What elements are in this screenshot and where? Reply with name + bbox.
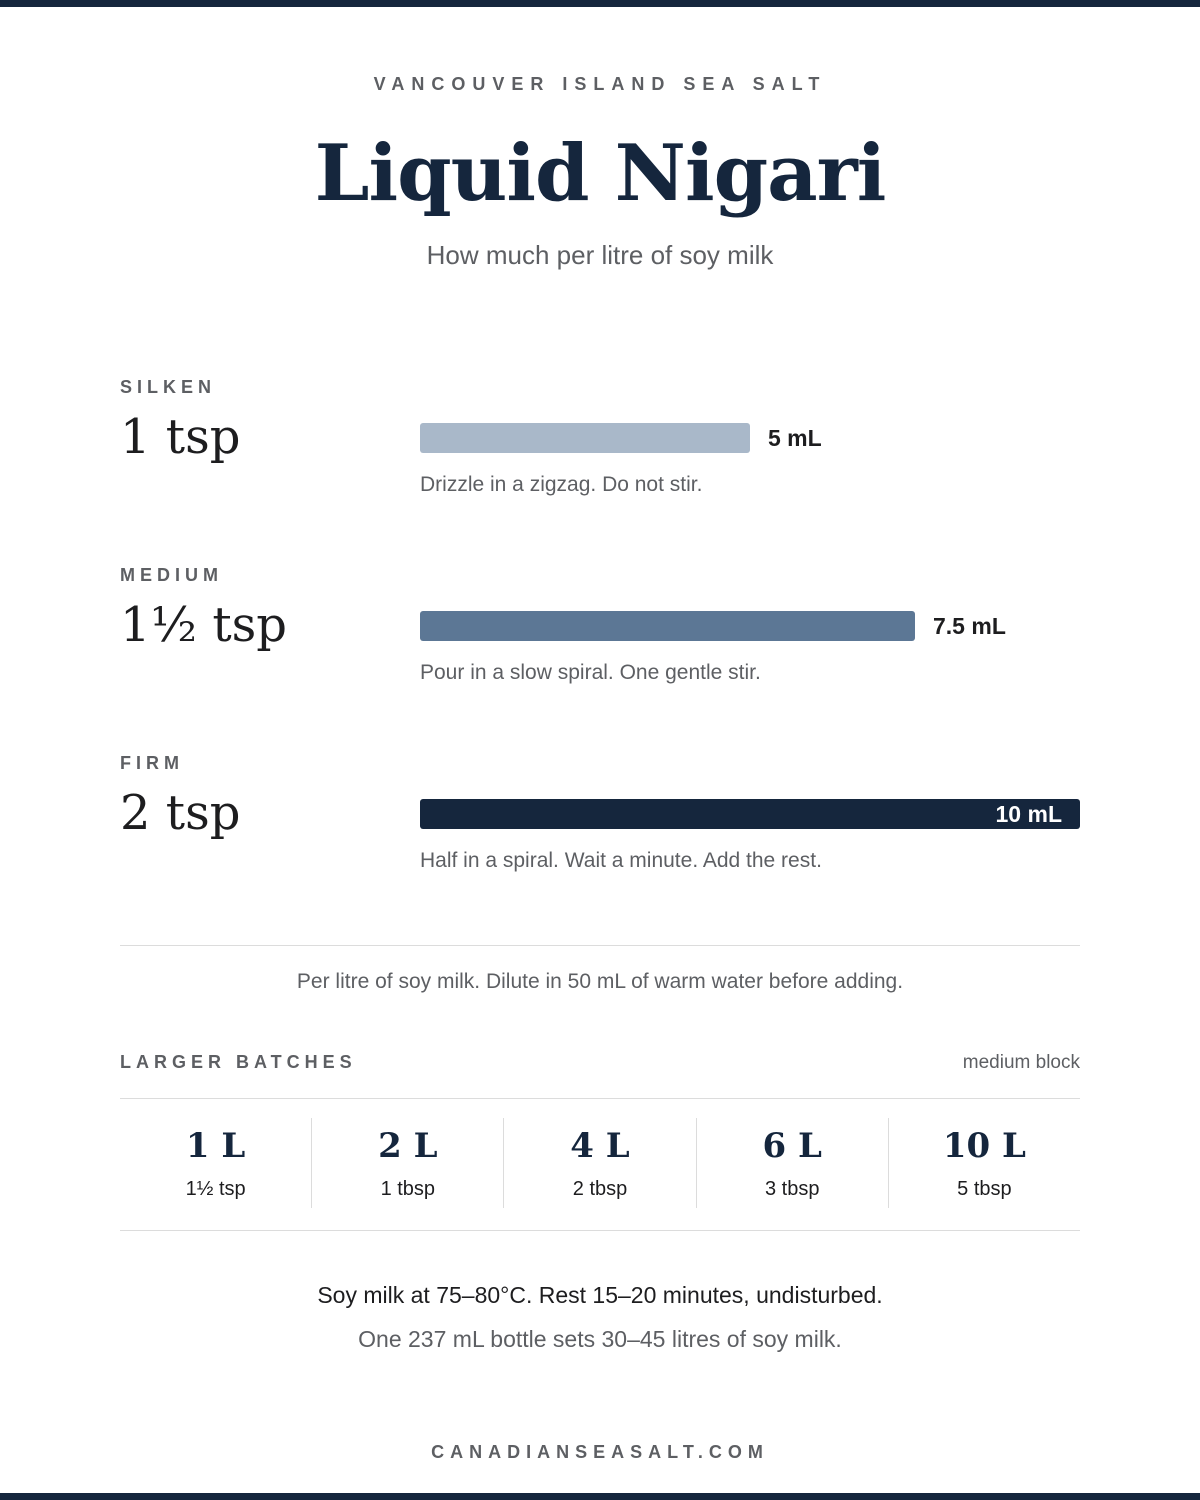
batch-cell xyxy=(696,1118,888,1208)
bar-track xyxy=(420,611,1080,641)
batch-table xyxy=(120,1118,1080,1208)
dose-instruction: Half in a spiral. Wait a minute. Add the rest. xyxy=(420,849,822,872)
bottle-note: One 237 mL bottle sets 30–45 litres of soy milk. xyxy=(358,1326,842,1352)
top-border xyxy=(0,0,1200,7)
per-litre-note: Per litre of soy milk. Dilute in 50 mL of warm water before adding. xyxy=(296,970,904,993)
batch-cell xyxy=(503,1118,695,1208)
batch-volume: 10 L xyxy=(942,1126,1026,1166)
firmness-label: MEDIUM xyxy=(120,565,223,585)
batch-amount: 3 tbsp xyxy=(764,1178,820,1200)
dose-instruction: Pour in a slow spiral. One gentle stir. xyxy=(420,661,761,684)
firmness-label: SILKEN xyxy=(120,377,217,397)
dose-amount: 1½ tsp xyxy=(120,597,287,653)
dose-value-label: 7.5 mL xyxy=(933,613,1006,639)
page-subtitle: How much per litre of soy milk xyxy=(426,240,774,270)
divider xyxy=(120,1098,1080,1099)
firmness-label: FIRM xyxy=(120,753,184,773)
dose-amount: 2 tsp xyxy=(120,785,241,841)
dose-value-label: 5 mL xyxy=(768,425,822,451)
divider xyxy=(120,945,1080,946)
bar-track xyxy=(420,423,1080,453)
batch-cell xyxy=(888,1118,1080,1208)
website-footer: CANADIANSEASALT.COM xyxy=(431,1442,769,1462)
batches-heading: LARGER BATCHES xyxy=(120,1052,357,1072)
batch-cell xyxy=(120,1118,311,1208)
batch-amount: 1 tbsp xyxy=(380,1178,436,1200)
dose-bar xyxy=(420,611,915,641)
temperature-note: Soy milk at 75–80°C. Rest 15–20 minutes, undisturbed. xyxy=(317,1282,883,1308)
bottom-border xyxy=(0,1493,1200,1500)
batch-volume: 4 L xyxy=(570,1126,630,1166)
bar-track xyxy=(420,799,1080,829)
dose-bar xyxy=(420,799,1080,829)
batch-amount: 5 tbsp xyxy=(957,1178,1012,1200)
batch-amount: 1½ tsp xyxy=(185,1178,246,1200)
page-title: Liquid Nigari xyxy=(314,128,886,219)
batch-volume: 6 L xyxy=(762,1126,822,1166)
dose-value-label: 10 mL xyxy=(995,801,1062,827)
dose-bar xyxy=(420,423,750,453)
dose-instruction: Drizzle in a zigzag. Do not stir. xyxy=(420,473,703,496)
dosage-row-medium xyxy=(120,565,1080,715)
batch-amount: 2 tbsp xyxy=(572,1178,628,1200)
brand-eyebrow: VANCOUVER ISLAND SEA SALT xyxy=(373,74,827,94)
dosage-row-silken xyxy=(120,377,1080,527)
batch-volume: 1 L xyxy=(185,1126,246,1166)
dosage-row-firm xyxy=(120,753,1080,903)
dose-amount: 1 tsp xyxy=(120,409,241,465)
batch-cell xyxy=(311,1118,503,1208)
batch-volume: 2 L xyxy=(378,1126,438,1166)
divider xyxy=(120,1230,1080,1231)
batches-note: medium block xyxy=(962,1052,1080,1073)
